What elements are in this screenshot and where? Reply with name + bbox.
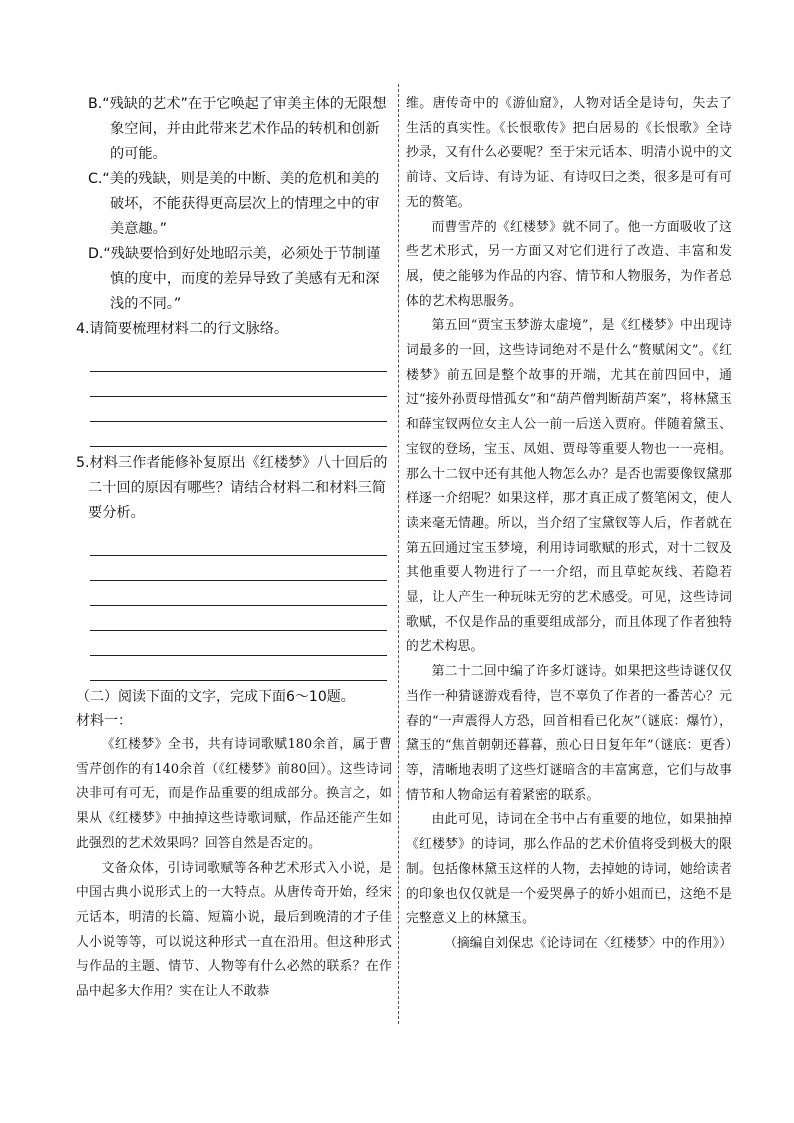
material-label: 材料一： bbox=[76, 713, 132, 729]
answer-line[interactable] bbox=[90, 631, 387, 656]
answer-line[interactable] bbox=[90, 556, 387, 581]
paragraph: 第五回“贾宝玉梦游太虚境”，是《红楼梦》中出现诗词最多的一回，这些诗词绝对不是什么“赘赋闲文”。《红楼梦》前五回是整个故事的开端，尤其在前四回中，通过“接外孙贾母惜孤女”和“葫芦僧判断葫芦案”，将林黛玉和薛宝钗两位女主人公一前一后送入贾府。伴随着黛玉、宝钗的登场，宝玉、凤姐、贾母等重要人物也一一亮相。那么十二钗中还有其他人物怎么办？是否也需要像钗黛那样逐一介绍呢？如果这样，那才真正成了赘笔闲文，使人读来毫无情趣。所以，当介绍了宝黛钗等人后，作者就在第五回通过宝玉梦境，利用诗词歌赋的形式，对十二钗及其他重要人物进行了一一介绍，而且草蛇灰线、若隐若显，让人产生一种玩味无穷的艺术感受。可见，这些诗词歌赋，不仅是作品的重要组成部分，而且体现了作者独特的艺术构思。 bbox=[406, 318, 732, 655]
answer-line[interactable] bbox=[90, 397, 387, 422]
paragraph: 而曹雪芹的《红楼梦》就不同了。他一方面吸收了这些艺术形式，另一方面又对它们进行了改造、丰富和发展，使之能够为作品的内容、情节和人物服务，为作者总体的艺术构思服务。 bbox=[406, 219, 732, 309]
paragraph: 《红楼梦》全书，共有诗词歌赋180余首，属于曹雪芹创作的有140余首（《红楼梦》前80回）。这些诗词决非可有可无，而是作品重要的组成部分。换言之，如果从《红楼梦》中抽掉这些诗歌词赋，作品还能产生如此强烈的艺术效果吗？回答自然是否定的。 bbox=[76, 737, 392, 851]
paragraph: 由此可见，诗词在全书中占有重要的地位，如果抽掉《红楼梦》的诗词，那么作品的艺术价值将受到极大的限制。包括像林黛玉这样的人物，去掉她的诗词，她给读者的印象也仅仅就是一个爱哭鼻子的娇小姐而已，这绝不是完整意义上的林黛玉。 bbox=[406, 812, 732, 927]
answer-line[interactable] bbox=[90, 372, 387, 397]
section-heading: （二）阅读下面的文字，完成下面6～10题。 bbox=[76, 689, 355, 705]
paragraph: 第二十二回中编了许多灯谜诗。如果把这些诗谜仅仅当作一种猜谜游戏看待，岂不辜负了作者的一番苦心？元春的“一声震得人方恐，回首相看已化灰”（谜底：爆竹），黛玉的“焦首朝朝还暮暮，煎心日日复年年”（谜底：更香）等，清晰地表明了这些灯谜暗含的丰富寓意，它们与故事情节和人物命运有着紧密的联系。 bbox=[406, 664, 732, 803]
answer-line[interactable] bbox=[90, 531, 387, 556]
answer-line[interactable] bbox=[90, 606, 387, 631]
answer-line[interactable] bbox=[90, 422, 387, 447]
answer-line[interactable] bbox=[90, 581, 387, 606]
question-4: 4.请简要梳理材料二的行文脉络。 bbox=[76, 321, 289, 337]
source-citation: （摘编自刘保忠《论诗词在〈红楼梦〉中的作用》） bbox=[444, 935, 732, 951]
answer-line[interactable] bbox=[90, 656, 387, 681]
option-c: C.“美的残缺，则是美的中断、美的危机和美的破坏，不能获得更高层次上的情理之中的审美意趣。” bbox=[88, 171, 380, 237]
option-b: B.“残缺的艺术”在于它唤起了审美主体的无限想象空间，并由此带来艺术作品的转机和创新的可能。 bbox=[88, 96, 387, 162]
left-column bbox=[76, 92, 392, 1005]
paragraph: 维。唐传奇中的《游仙窟》，人物对话全是诗句，失去了生活的真实性。《长恨歌传》把白居易的《长恨歌》全诗抄录，又有什么必要呢？至于宋元话本、明清小说中的文前诗、文后诗、有诗为证、有诗叹曰之类，很多是可有可无的赘笔。 bbox=[406, 96, 732, 210]
column-divider bbox=[398, 84, 399, 1024]
paragraph: 文备众体，引诗词歌赋等各种艺术形式入小说，是中国古典小说形式上的一大特点。从唐传奇开始，经宋元话本，明清的长篇、短篇小说，最后到晚清的才子佳人小说等等，可以说这种形式一直在沿用。但这种形式与作品的主题、情节、人物等有什么必然的联系？在作品中起多大作用？实在让人不敢恭 bbox=[76, 860, 392, 1000]
question-5: 5.材料三作者能修补复原出《红楼梦》八十回后的二十回的原因有哪些？请结合材料二和材料三简要分析。 bbox=[76, 455, 388, 521]
answer-lines-q5 bbox=[90, 531, 392, 681]
answer-line[interactable] bbox=[90, 347, 387, 372]
right-column bbox=[406, 92, 732, 957]
answer-lines-q4 bbox=[90, 347, 392, 447]
option-d: D.“残缺要恰到好处地昭示美，必须处于节制谨慎的度中，而度的差异导致了美感有无和深浅的不同。” bbox=[88, 246, 381, 312]
